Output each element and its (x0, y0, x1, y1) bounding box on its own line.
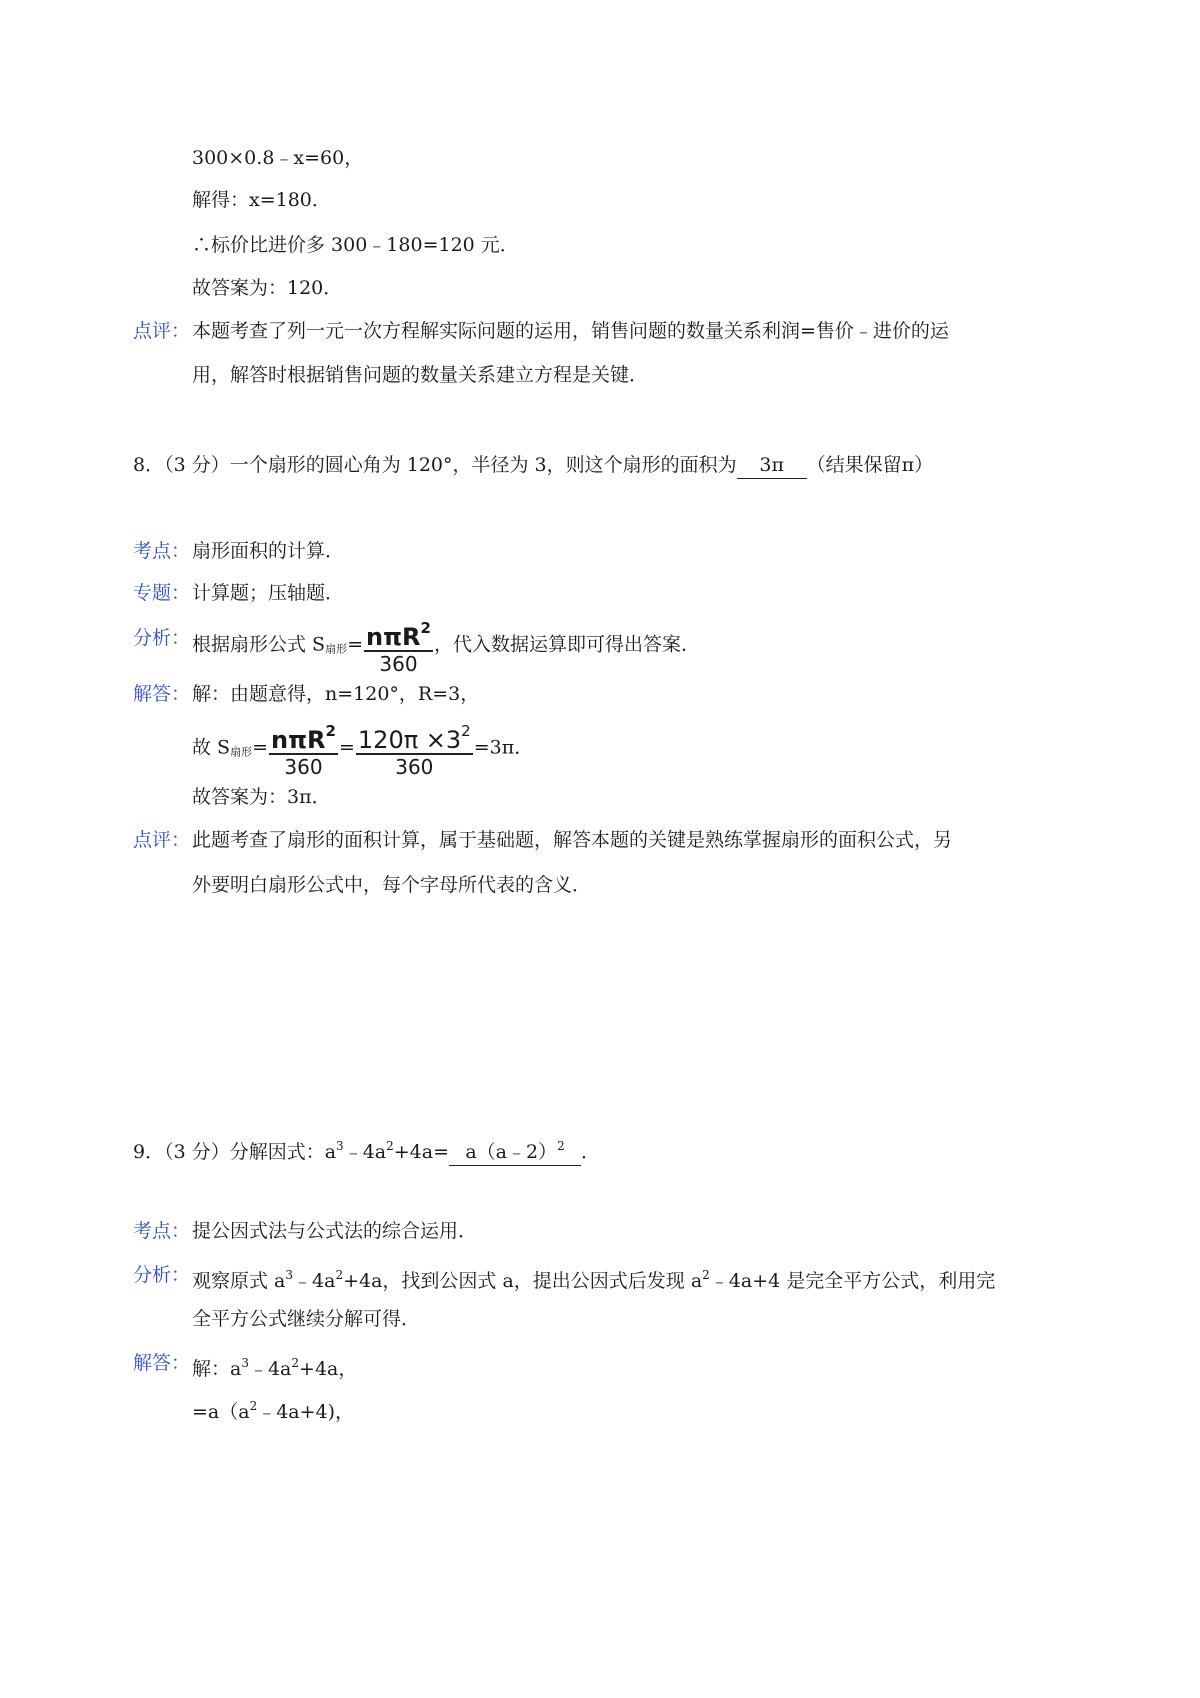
fraction-denominator: 360 (379, 652, 418, 676)
jieda-segment: =a（a (192, 1401, 250, 1423)
jieda-result: =3π． (473, 736, 534, 759)
fraction-denominator: 360 (395, 755, 434, 779)
jieda-text: 故答案为：3π． (192, 786, 331, 808)
fenxi-formula-line: 根据扇形公式 S扇形= $\frac{n\pi R^2}{360}$ ，代入数据运算即可得出答案． (192, 615, 700, 676)
jieda-segment: ﹣4a (248, 1358, 292, 1380)
exponent: 3 (241, 1356, 249, 1370)
fenxi-segment: +4a，找到公因式 a，提出公因式后发现 a (343, 1270, 703, 1292)
exponent: 2 (249, 1399, 258, 1413)
exponent: 2 (325, 722, 336, 740)
question-8-answer: 3π (737, 452, 807, 479)
exponent: 2 (386, 1139, 394, 1153)
answer-text: a（a﹣2） (465, 1141, 558, 1163)
zhuanti-label: 专题： (133, 582, 191, 604)
substituted-fraction (356, 718, 473, 779)
question-9-text: +4a= (393, 1141, 450, 1163)
fenxi-text: ，代入数据运算即可得出答案． (433, 633, 700, 656)
fraction-numerator: nπR (365, 623, 421, 651)
jieda-segment: ﹣4a+4)， (257, 1401, 355, 1423)
fenxi-label: 分析： (133, 1264, 191, 1286)
exponent: 2 (557, 1139, 565, 1153)
jieda-text: 故 S (192, 736, 231, 759)
sector-area-fraction (364, 615, 433, 676)
dianping-label: 点评： (133, 829, 191, 851)
dianping-text: 外要明白扇形公式中，每个字母所代表的含义． (192, 874, 592, 896)
comment-label: 点评： (133, 320, 191, 342)
jieda-text: 解：由题意得，n=120°，R=3， (192, 683, 480, 705)
solution-line: 解得：x=180． (192, 189, 331, 211)
kaodian-label: 考点： (133, 540, 191, 562)
comment-text: 本题考查了列一元一次方程解实际问题的运用，销售问题的数量关系利润=售价﹣进价的运 (192, 320, 949, 342)
jieda-segment: +4a， (299, 1358, 358, 1380)
exponent: 2 (291, 1356, 300, 1370)
fenxi-label: 分析： (133, 627, 191, 649)
question-9-text: ﹣4a (343, 1141, 387, 1163)
jieda-segment: 解：a (192, 1358, 242, 1380)
fenxi-text: 根据扇形公式 S (192, 633, 326, 656)
question-8-stem (133, 452, 933, 479)
jieda-label: 解答： (133, 1352, 191, 1374)
subscript: 扇形 (325, 642, 348, 656)
question-9-stem (133, 1133, 600, 1166)
solution-line: ∴标价比进价多 300﹣180=120 元． (192, 234, 519, 256)
dianping-text: 此题考查了扇形的面积计算，属于基础题，解答本题的关键是熟练掌握扇形的面积公式，另 (192, 829, 953, 851)
question-8-text: 8．（3 分）一个扇形的圆心角为 120°，半径为 3，则这个扇形的面积为 (133, 454, 737, 476)
fenxi-text: 全平方公式继续分解可得． (192, 1308, 421, 1330)
exponent: 3 (336, 1139, 344, 1153)
kaodian-label: 考点： (133, 1220, 191, 1242)
question-9-text: ． (581, 1141, 601, 1163)
fenxi-text (192, 1262, 995, 1294)
exponent: 2 (420, 619, 431, 637)
fraction-denominator: 360 (284, 755, 323, 779)
exponent: 2 (702, 1268, 710, 1282)
zhuanti-text: 计算题；压轴题． (192, 582, 345, 604)
jieda-formula-line: 故 S扇形= $\frac{n\pi R^2}{360}$ = $\frac{120\pi \times 3^2}{360}$ =3π． (192, 718, 533, 779)
exponent: 3 (285, 1268, 294, 1282)
question-9-answer (449, 1133, 581, 1166)
question-9-text: 9．（3 分）分解因式：a (133, 1141, 337, 1163)
subscript: 扇形 (230, 745, 253, 759)
comment-text: 用，解答时根据销售问题的数量关系建立方程是关键． (192, 364, 649, 386)
jieda-label: 解答： (133, 683, 191, 705)
fenxi-segment: ﹣4a (293, 1270, 336, 1292)
fenxi-segment: 观察原式 a (192, 1270, 286, 1292)
fraction-numerator: 120π ×3 (357, 726, 462, 754)
solution-line: 300×0.8﹣x=60， (192, 147, 364, 169)
solution-line: 故答案为：120． (192, 277, 343, 299)
jieda-text (192, 1393, 354, 1425)
exponent: 2 (461, 722, 471, 740)
fraction-numerator: nπR (270, 726, 326, 754)
kaodian-text: 扇形面积的计算． (192, 540, 345, 562)
question-8-suffix: （结果保留π） (806, 454, 934, 476)
jieda-text (192, 1350, 357, 1382)
kaodian-text: 提公因式法与公式法的综合运用． (192, 1220, 478, 1242)
fenxi-segment: ﹣4a+4 是完全平方公式，利用完 (709, 1270, 996, 1292)
exponent: 2 (335, 1268, 344, 1282)
sector-area-fraction (269, 718, 338, 779)
